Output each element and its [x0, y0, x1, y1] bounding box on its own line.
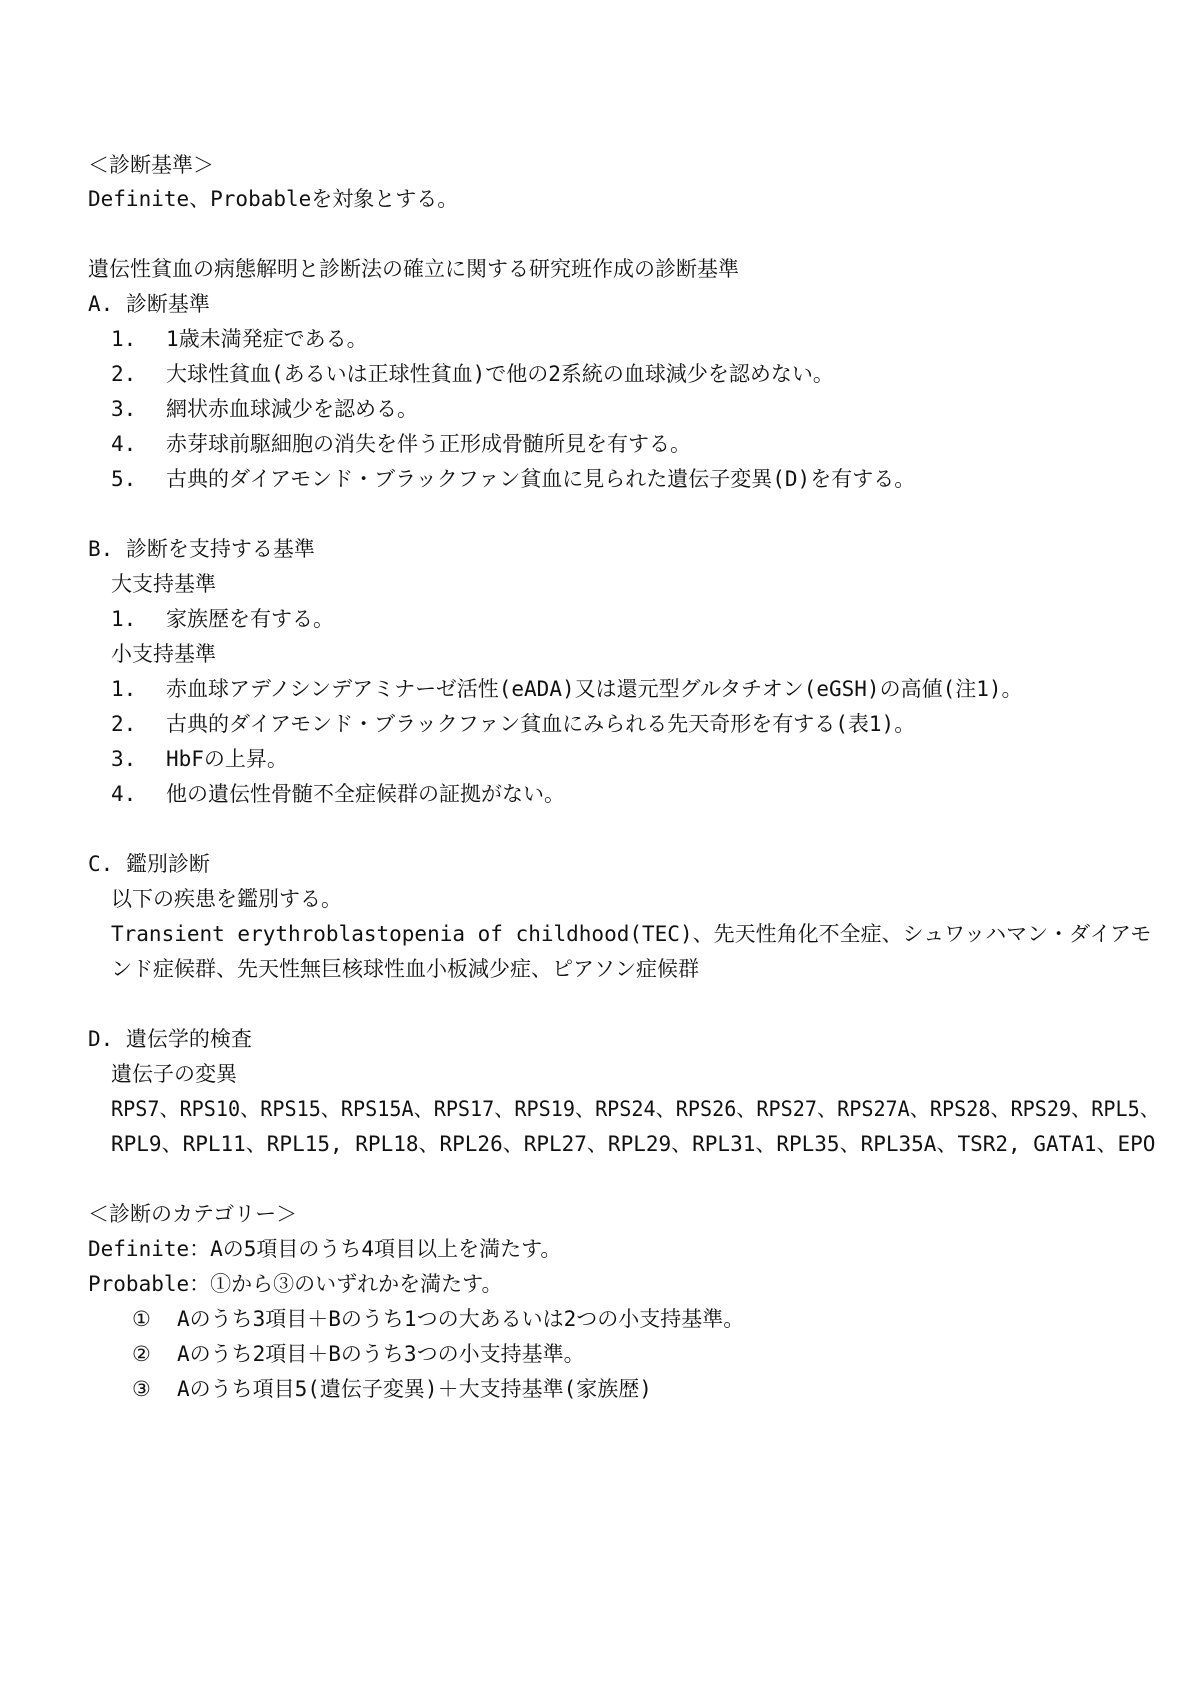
differential-list-line: Transient erythroblastopenia of childhood(TEC)、先天性角化不全症、シュワッハマン・ダイアモ — [111, 922, 1152, 946]
document-title: 遺伝性貧血の病態解明と診断法の確立に関する研究班作成の診断基準 — [88, 257, 739, 281]
differential-intro: 以下の疾患を鑑別する。 — [111, 887, 342, 911]
item-text: HbFの上昇。 — [166, 747, 288, 771]
section-a-item — [111, 329, 368, 350]
probable-option — [132, 1309, 744, 1330]
item-number: 3. — [111, 747, 137, 771]
minor-criteria-item — [111, 679, 1023, 700]
option-mark: ③ — [132, 1377, 151, 1401]
section-a-item — [111, 469, 915, 490]
item-number: 1. — [111, 607, 137, 631]
item-number: 3. — [111, 397, 137, 421]
option-text: Aのうち2項目＋Bのうち3つの小支持基準。 — [177, 1342, 585, 1366]
gene-list-line: RPS7、RPS10、RPS15、RPS15A、RPS17、RPS19、RPS24、RPS26、RPS27、RPS27A、RPS28、RPS29、RPL5、 — [111, 1097, 1160, 1121]
section-a-heading: A. 診断基準 — [88, 292, 210, 316]
definite-definition: Definite：Aの5項目のうち4項目以上を満たす。 — [88, 1237, 562, 1261]
major-criteria-heading: 大支持基準 — [111, 572, 216, 596]
gene-list-line: RPL9、RPL11、RPL15, RPL18、RPL26、RPL27、RPL29、RPL31、RPL35、RPL35A、TSR2, GATA1、EPO — [111, 1132, 1156, 1156]
item-text: 赤血球アデノシンデアミナーゼ活性(eADA)又は還元型グルタチオン(eGSH)の高値(注1)。 — [166, 677, 1023, 701]
minor-criteria-heading: 小支持基準 — [111, 642, 216, 666]
item-text: 赤芽球前駆細胞の消失を伴う正形成骨髄所見を有する。 — [166, 432, 691, 456]
section-a-item — [111, 364, 834, 385]
item-number: 5. — [111, 467, 137, 491]
minor-criteria-item — [111, 749, 288, 770]
section-b-heading: B. 診断を支持する基準 — [88, 537, 315, 561]
item-number: 4. — [111, 782, 137, 806]
item-text: 網状赤血球減少を認める。 — [166, 397, 418, 421]
major-criteria-item — [111, 609, 334, 630]
option-mark: ① — [132, 1307, 151, 1331]
option-text: Aのうち項目5(遺伝子変異)＋大支持基準(家族歴) — [177, 1377, 652, 1401]
minor-criteria-item — [111, 714, 915, 735]
item-number: 4. — [111, 432, 137, 456]
probable-option — [132, 1379, 652, 1400]
item-text: 古典的ダイアモンド・ブラックファン貧血にみられる先天奇形を有する(表1)。 — [166, 712, 916, 736]
option-text: Aのうち3項目＋Bのうち1つの大あるいは2つの小支持基準。 — [177, 1307, 745, 1331]
item-text: 他の遺伝性骨髄不全症候群の証拠がない。 — [166, 782, 565, 806]
item-number: 1. — [111, 327, 137, 351]
section-c-heading: C. 鑑別診断 — [88, 852, 210, 876]
probable-definition: Probable：①から③のいずれかを満たす。 — [88, 1272, 503, 1296]
section-a-item — [111, 399, 418, 420]
differential-list-line: ンド症候群、先天性無巨核球性血小板減少症、ピアソン症候群 — [111, 957, 699, 981]
categories-heading: ＜診断のカテゴリー＞ — [88, 1202, 298, 1226]
item-number: 1. — [111, 677, 137, 701]
item-number: 2. — [111, 362, 137, 386]
option-mark: ② — [132, 1342, 151, 1366]
item-text: 大球性貧血(あるいは正球性貧血)で他の2系統の血球減少を認めない。 — [166, 362, 834, 386]
item-text: 1歳未満発症である。 — [166, 327, 368, 351]
item-number: 2. — [111, 712, 137, 736]
section-d-heading: D. 遺伝学的検査 — [88, 1027, 252, 1051]
probable-option — [132, 1344, 585, 1365]
intro-target: Definite、Probableを対象とする。 — [88, 187, 459, 211]
item-text: 古典的ダイアモンド・ブラックファン貧血に見られた遺伝子変異(D)を有する。 — [166, 467, 916, 491]
gene-mutation-heading: 遺伝子の変異 — [111, 1062, 237, 1086]
section-a-item — [111, 434, 691, 455]
item-text: 家族歴を有する。 — [166, 607, 334, 631]
minor-criteria-item — [111, 784, 565, 805]
intro-heading: ＜診断基準＞ — [88, 153, 214, 177]
